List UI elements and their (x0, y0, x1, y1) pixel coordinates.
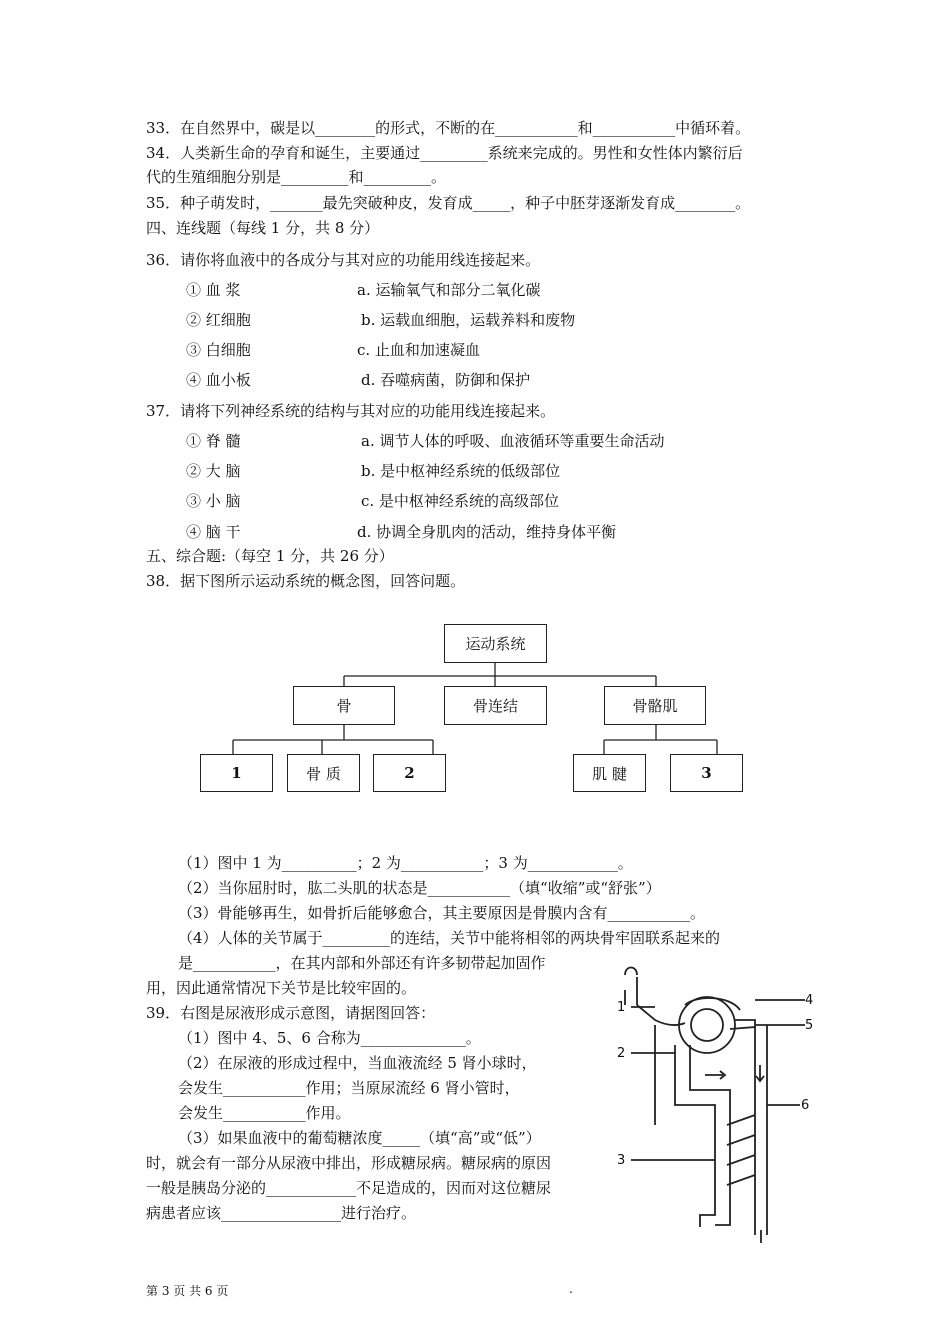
diagram-root-node: 运动系统 (444, 624, 547, 663)
q36-right-item: c. 止血和加速凝血 (357, 341, 480, 359)
question-36-stem: 36．请你将血液中的各成分与其对应的功能用线连接起来。 (146, 251, 541, 269)
question-39-stem: 39．右图是尿液形成示意图，请据图回答： (146, 1004, 436, 1022)
question-34-line2: 代的生殖细胞分别是_________和_________。 (146, 168, 447, 186)
question-34-line1: 34．人类新生命的孕育和诞生，主要通过_________系统来完成的。男性和女性体内繁衍后 (146, 144, 743, 162)
q39-sub3-line4: 病患者应该________________进行治疗。 (146, 1204, 417, 1222)
nephron-label-6: 6 (801, 1098, 810, 1113)
q38-sub3: （3）骨能够再生，如骨折后能够愈合，其主要原因是骨膜内含有___________。 (178, 904, 706, 922)
q37-right-item: b. 是中枢神经系统的低级部位 (361, 462, 561, 480)
q37-right-item: a. 调节人体的呼吸、血液循环等重要生命活动 (361, 432, 665, 450)
diagram-leaf-2: 2 (373, 754, 446, 792)
q38-sub1: （1）图中 1 为__________；2 为___________；3 为____________。 (178, 854, 633, 872)
question-38-stem: 38．据下图所示运动系统的概念图，回答问题。 (146, 572, 466, 590)
nephron-diagram (615, 965, 815, 1245)
q37-right-item: c. 是中枢神经系统的高级部位 (361, 492, 559, 510)
q38-sub4-line2: 是___________，在其内部和外部还有许多韧带起加固作 (178, 954, 546, 972)
question-35: 35．种子萌发时，_______最先突破种皮，发育成_____，种子中胚芽逐渐发育成________。 (146, 194, 751, 212)
diagram-leaf-bone-substance: 骨 质 (287, 754, 360, 792)
q39-sub3-line3: 一般是胰岛分泌的____________不足造成的，因而对这位糖尿 (146, 1179, 552, 1197)
q39-sub1: （1）图中 4、5、6 合称为______________。 (178, 1029, 481, 1047)
section-4-heading: 四、连线题（每线 1 分，共 8 分） (146, 219, 380, 237)
q36-right-item: b. 运载血细胞，运载养料和废物 (361, 311, 576, 329)
q37-left-item: ① 脊 髓 (186, 432, 241, 450)
nephron-label-5: 5 (805, 1018, 814, 1033)
diagram-node-joint: 骨连结 (444, 686, 547, 725)
diagram-node-skeletal-muscle: 骨骼肌 (604, 686, 706, 725)
nephron-label-4: 4 (805, 993, 814, 1008)
footer-dot: . (569, 1282, 573, 1296)
nephron-label-3: 3 (617, 1153, 626, 1168)
q37-left-item: ③ 小 脑 (186, 492, 241, 510)
q37-right-item: d. 协调全身肌肉的活动，维持身体平衡 (357, 523, 617, 541)
q36-right-item: a. 运输氧气和部分二氧化碳 (357, 281, 541, 299)
question-37-stem: 37．请将下列神经系统的结构与其对应的功能用线连接起来。 (146, 402, 556, 420)
q36-left-item: ① 血 浆 (186, 281, 241, 299)
diagram-leaf-3: 3 (670, 754, 743, 792)
q36-right-item: d. 吞噬病菌，防御和保护 (361, 371, 531, 389)
diagram-leaf-1: 1 (200, 754, 273, 792)
q38-sub4-line1: （4）人体的关节属于_________的连结，关节中能将相邻的两块骨牢固联系起来的 (178, 929, 721, 947)
q39-sub2-line3: 会发生___________作用。 (178, 1104, 351, 1122)
q36-left-item: ③ 白细胞 (186, 341, 251, 359)
q39-sub3-line2: 时，就会有一部分从尿液中排出，形成糖尿病。糖尿病的原因 (146, 1154, 552, 1172)
q37-left-item: ② 大 脑 (186, 462, 241, 480)
q39-sub2-line2: 会发生___________作用；当原尿流经 6 肾小管时， (178, 1079, 520, 1097)
q37-left-item: ④ 脑 干 (186, 523, 241, 541)
diagram-leaf-tendon: 肌 腱 (573, 754, 646, 792)
page-number: 第 3 页 共 6 页 (146, 1284, 229, 1298)
q39-sub2-line1: （2）在尿液的形成过程中，当血液流经 5 肾小球时， (178, 1054, 537, 1072)
diagram-node-bone: 骨 (293, 686, 395, 725)
nephron-label-2: 2 (617, 1046, 626, 1061)
section-5-heading: 五、综合题:（每空 1 分，共 26 分） (146, 547, 394, 565)
nephron-label-1: 1 (617, 1000, 626, 1015)
q38-sub2: （2）当你屈肘时，肱二头肌的状态是___________（填“收缩”或“舒张”） (178, 879, 661, 897)
q39-sub3-line1: （3）如果血液中的葡萄糖浓度_____（填“高”或“低”） (178, 1129, 541, 1147)
q36-left-item: ④ 血小板 (186, 371, 251, 389)
question-33: 33．在自然界中，碳是以________的形式，不断的在___________和___________中循环着。 (146, 119, 751, 137)
q36-left-item: ② 红细胞 (186, 311, 251, 329)
q38-sub4-line3: 用，因此通常情况下关节是比较牢固的。 (146, 979, 417, 997)
